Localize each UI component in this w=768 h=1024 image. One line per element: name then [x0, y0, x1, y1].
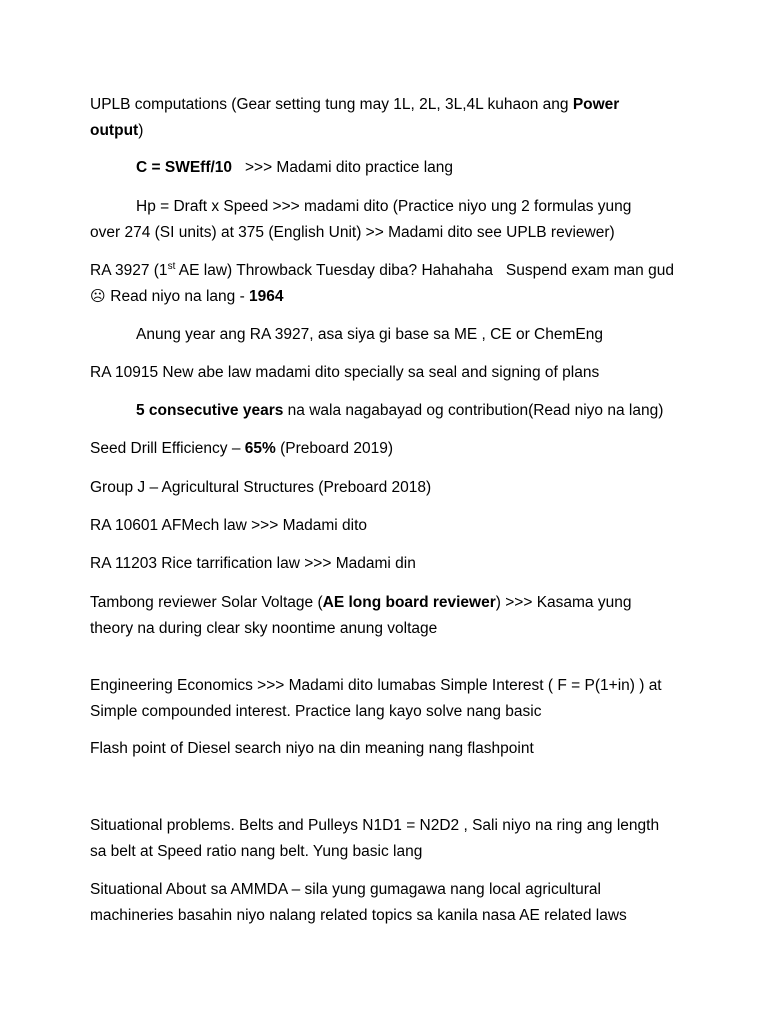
line: Situational About sa AMMDA – sila yung gumagawa nang local agricultural	[90, 881, 601, 898]
line	[90, 258, 690, 284]
paragraph-group-j	[90, 475, 670, 501]
text: Seed Drill Efficiency –	[90, 440, 245, 457]
text: RA 11203 Rice tarrification law >>> Madami din	[90, 555, 416, 572]
paragraph-ra-10601	[90, 513, 670, 539]
superscript: st	[167, 261, 176, 272]
paragraph-flash-point	[90, 736, 670, 762]
text: RA 10915 New abe law madami dito specially sa seal and signing of plans	[90, 364, 600, 381]
paragraph-hp-formula	[90, 194, 690, 246]
paragraph-belts-pulleys	[90, 813, 710, 865]
line: Hp = Draft x Speed >>> madami dito (Practice niyo ung 2 formulas yung	[136, 198, 632, 215]
line	[90, 590, 690, 616]
text: Tambong reviewer Solar Voltage (	[90, 594, 323, 611]
bold-formula: C = SWEff/10	[136, 159, 233, 176]
line: Simple compounded interest. Practice lang kayo solve nang basic	[90, 703, 542, 720]
text: >>> Madami dito practice lang	[232, 159, 454, 176]
paragraph-engineering-economics	[90, 673, 710, 725]
text: Read niyo na lang -	[106, 288, 250, 305]
paragraph-formula-c	[136, 155, 676, 181]
text: ) >>> Kasama yung	[495, 594, 632, 611]
paragraph-tambong-reviewer	[90, 590, 690, 642]
text: Flash point of Diesel search niyo na din meaning nang flashpoint	[90, 740, 534, 757]
bold-text: 5 consecutive years	[136, 402, 284, 419]
paragraph-seed-drill	[90, 436, 670, 462]
text: Group J – Agricultural Structures (Preboard 2018)	[90, 479, 432, 496]
line: over 274 (SI units) at 375 (English Unit) >> Madami dito see UPLB reviewer)	[90, 224, 615, 241]
paragraph-ra-10915	[90, 360, 670, 386]
text: RA 3927 (1	[90, 262, 168, 279]
bold-text: Power output	[90, 96, 620, 139]
bold-percent: 65%	[244, 440, 276, 457]
text: Anung year ang RA 3927, asa siya gi base sa ME , CE or ChemEng	[136, 326, 603, 343]
paragraph-anung-year	[136, 322, 676, 348]
paragraph-consecutive-years	[136, 398, 676, 424]
paragraph-ra-3927	[90, 258, 690, 310]
bold-text: AE long board reviewer	[322, 594, 496, 611]
line: sa belt at Speed ratio nang belt. Yung basic lang	[90, 843, 423, 860]
line	[90, 284, 690, 310]
text: AE law) Throwback Tuesday diba? Hahahaha Suspend exam man gud	[175, 262, 674, 279]
paragraph-ra-11203	[90, 551, 670, 577]
bold-year: 1964	[249, 288, 284, 305]
line: machineries basahin niyo nalang related topics sa kanila nasa AE related laws	[90, 907, 627, 924]
text: na wala nagabayad og contribution(Read niyo na lang)	[283, 402, 664, 419]
paragraph-uplb-computations	[90, 92, 670, 144]
line: Situational problems. Belts and Pulleys N1D1 = N2D2 , Sali niyo na ring ang length	[90, 817, 660, 834]
line: theory na during clear sky noontime anung voltage	[90, 620, 438, 637]
text: UPLB computations (Gear setting tung may 1L, 2L, 3L,4L kuhaon ang	[90, 96, 573, 113]
text: )	[138, 122, 144, 139]
text: (Preboard 2019)	[275, 440, 393, 457]
frown-icon: ☹	[90, 288, 106, 305]
paragraph-ammda	[90, 877, 710, 929]
text: RA 10601 AFMech law >>> Madami dito	[90, 517, 368, 534]
line: Engineering Economics >>> Madami dito lumabas Simple Interest ( F = P(1+in) ) at	[90, 677, 662, 694]
